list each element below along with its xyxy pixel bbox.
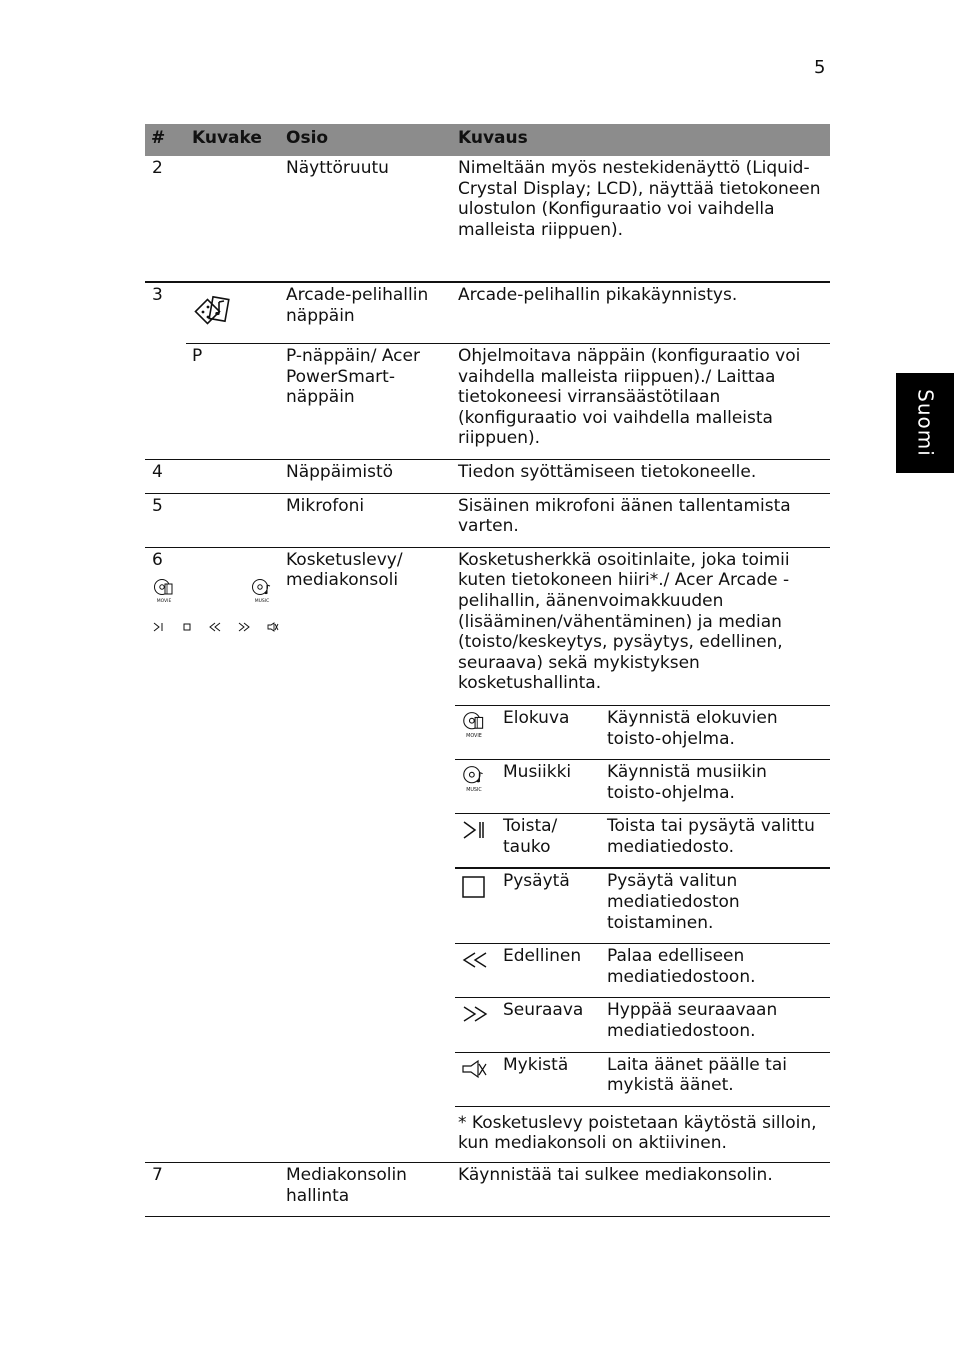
row-desc: Tiedon syöttämiseen tietokoneelle. (452, 459, 830, 493)
row-num: 7 (145, 1163, 186, 1217)
row-icon (186, 156, 280, 282)
stop-icon-cell (455, 868, 499, 943)
control-name: Toista/ tauko (499, 814, 603, 869)
row-num: 4 (145, 459, 186, 493)
row-icon (186, 282, 280, 344)
control-name: Elokuva (499, 705, 603, 759)
list-item (455, 944, 830, 998)
row-icon (186, 1163, 280, 1217)
previous-icon-cell (455, 944, 499, 998)
list-item (455, 1052, 830, 1106)
language-tab-label: Suomi (913, 389, 938, 457)
row-num: 2 (152, 158, 163, 178)
music-icon-cell (455, 760, 499, 814)
music-label: MUSIC (254, 599, 270, 605)
row-desc: Arcade-pelihallin pikakäynnistys. (452, 282, 830, 344)
next-icon (461, 1003, 489, 1025)
mute-icon (267, 622, 279, 632)
music-label: MUSIC (466, 787, 482, 793)
next-icon-cell (455, 998, 499, 1052)
control-name: Seuraava (499, 998, 603, 1052)
row-desc: Kosketusherkkä osoitinlaite, joka toimii kuten tietokoneen hiiri*./ Acer Arcade -pelihallin, äänenvoimakkuuden (lisääminen/vähentäminen) ja median (toisto/keskeytys, pysäytys, edellinen, seuraava) sekä mykistyksen kosketushallinta. (458, 549, 790, 694)
row-part: Mikrofoni (280, 493, 452, 547)
row-icon: P (186, 344, 280, 460)
list-item (455, 814, 830, 869)
previous-icon (209, 622, 221, 632)
play-pause-icon-cell (455, 814, 499, 869)
row-desc: Ohjelmoitava näppäin (konfiguraatio voi vaihdella malleista riippuen)./ Laittaa tietokoneesi virransäästötilaan (konfiguraatio voi vaihdella malleista riippuen). (452, 344, 830, 460)
row-part: Arcade-pelihallin näppäin (280, 282, 452, 344)
movie-disc-icon (152, 578, 176, 604)
previous-icon (461, 949, 489, 971)
control-desc: Laita äänet päälle tai mykistä äänet. (603, 1052, 830, 1106)
table-row (145, 344, 830, 460)
row-num: 6 (152, 549, 163, 570)
control-desc: Käynnistä elokuvien toisto-ohjelma. (603, 705, 830, 759)
control-desc: Toista tai pysäytä valittu mediatiedosto. (603, 814, 830, 869)
footnote-row (455, 1106, 830, 1160)
control-name: Mykistä (499, 1052, 603, 1106)
table-row (145, 282, 830, 344)
movie-label: MOVIE (466, 733, 482, 739)
play-pause-icon (153, 622, 165, 632)
movie-label: MOVIE (156, 599, 172, 605)
row-part: Kosketuslevy/ mediakonsoli (280, 547, 452, 1162)
table-row (145, 547, 830, 1162)
music-disc-icon (250, 578, 274, 604)
stop-icon (182, 622, 192, 632)
row-part: Mediakonsolin hallinta (280, 1163, 452, 1217)
row-desc: Nimeltään myös nestekidenäyttö (Liquid-Crystal Display; LCD), näyttää tietokoneen ulostulon (Konfiguraatio voi vaihdella malleista riippuen). (458, 158, 821, 240)
row-desc: Sisäinen mikrofoni äänen tallentamista varten. (452, 493, 830, 547)
header-desc: Kuvaus (452, 124, 830, 156)
header-icon: Kuvake (186, 124, 280, 156)
media-disc-icons (152, 578, 274, 604)
arcade-icon (192, 293, 238, 333)
media-controls-table (455, 705, 830, 1160)
table-row (145, 459, 830, 493)
row-part: Näppäimistö (280, 459, 452, 493)
row-icon (186, 493, 280, 547)
row-num: 3 (145, 282, 186, 459)
language-tab (896, 373, 954, 473)
row-part: P-näppäin/ Acer PowerSmart-näppäin (280, 344, 452, 460)
control-desc: Käynnistä musiikin toisto-ohjelma. (603, 760, 830, 814)
music-disc-icon (461, 765, 487, 793)
row-desc-cell (452, 547, 830, 1162)
movie-disc-icon (461, 711, 487, 739)
list-item (455, 760, 830, 814)
header-part: Osio (280, 124, 452, 156)
page-number: 5 (814, 57, 826, 78)
table-row (145, 1163, 830, 1217)
table-row (145, 493, 830, 547)
table-header (145, 124, 830, 156)
list-item (455, 998, 830, 1052)
stop-icon (461, 874, 487, 900)
mute-icon-cell (455, 1052, 499, 1106)
play-pause-icon (461, 819, 487, 841)
movie-icon-cell (455, 705, 499, 759)
list-item (455, 868, 830, 943)
list-item (455, 705, 830, 759)
next-icon (238, 622, 250, 632)
control-desc: Hyppää seuraavaan mediatiedostoon. (603, 998, 830, 1052)
row-icon (186, 459, 280, 493)
control-desc: Palaa edelliseen mediatiedostoon. (603, 944, 830, 998)
control-name: Musiikki (499, 760, 603, 814)
control-desc: Pysäytä valitun mediatiedoston toistaminen. (603, 868, 830, 943)
control-name: Pysäytä (499, 868, 603, 943)
row-num-icons (145, 547, 280, 1162)
component-table (145, 124, 830, 1217)
row-num: 5 (145, 493, 186, 547)
row-part: Näyttöruutu (286, 158, 389, 178)
mute-icon (461, 1058, 489, 1080)
footnote: * Kosketuslevy poistetaan käytöstä silloin, kun mediakonsoli on aktiivinen. (455, 1106, 830, 1160)
header-num: # (145, 124, 186, 156)
control-name: Edellinen (499, 944, 603, 998)
media-control-icons (152, 622, 279, 632)
table-row (145, 156, 830, 282)
row-desc: Käynnistää tai sulkee mediakonsolin. (452, 1163, 830, 1217)
